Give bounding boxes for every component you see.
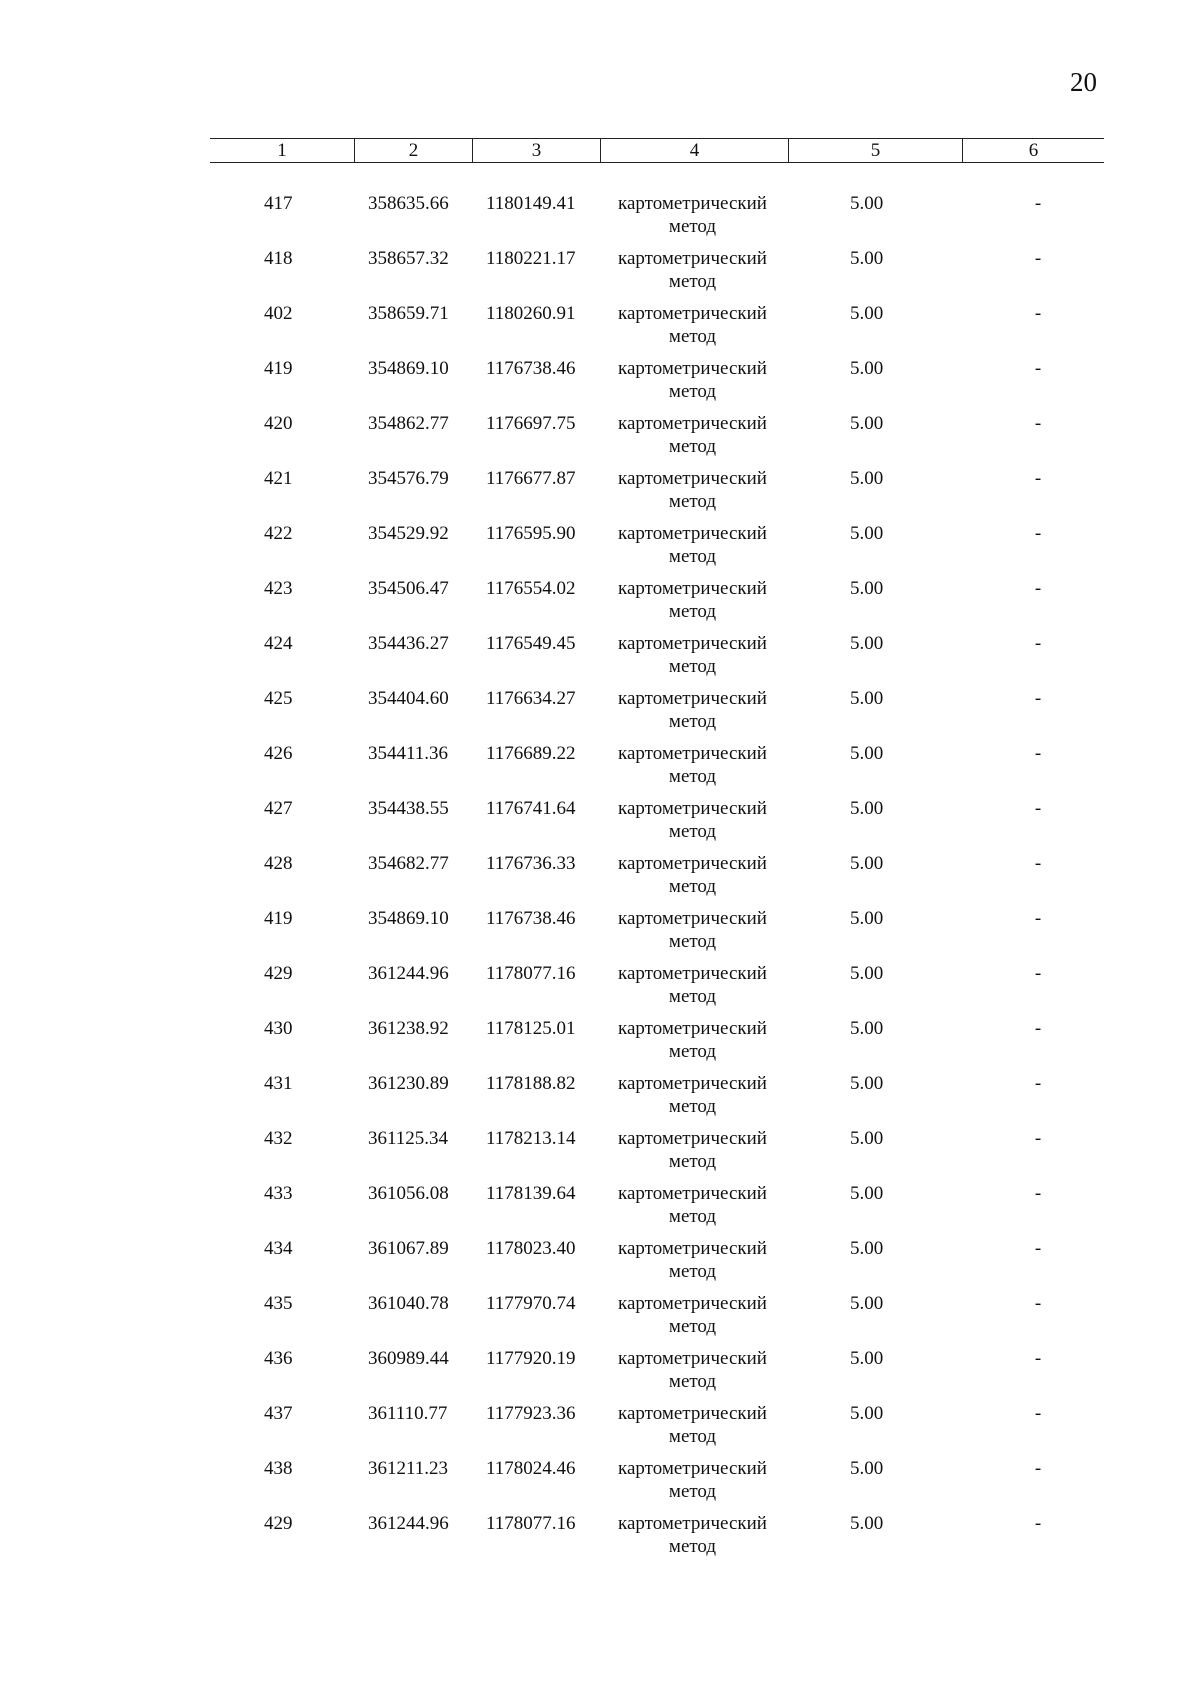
cell-accuracy: 5.00 [850, 1293, 884, 1314]
cell-note: - [1034, 853, 1042, 874]
cell-note: - [1034, 1238, 1042, 1259]
cell-accuracy: 5.00 [850, 1403, 884, 1424]
table-row [210, 907, 1104, 962]
cell-y-coordinate: 1176697.75 [486, 413, 576, 434]
cell-accuracy: 5.00 [850, 303, 884, 324]
cell-note: - [1034, 1513, 1042, 1534]
cell-point-number: 426 [264, 743, 293, 764]
cell-point-number: 422 [264, 523, 293, 544]
table-row [210, 742, 1104, 797]
cell-method: картометрический метод [618, 853, 767, 897]
cell-note: - [1034, 1073, 1042, 1094]
cell-accuracy: 5.00 [850, 963, 884, 984]
cell-point-number: 436 [264, 1348, 293, 1369]
cell-point-number: 417 [264, 193, 293, 214]
cell-method: картометрический метод [618, 413, 767, 457]
cell-x-coordinate: 354529.92 [368, 523, 449, 544]
cell-x-coordinate: 361125.34 [368, 1128, 449, 1149]
table-row [210, 1072, 1104, 1127]
cell-y-coordinate: 1178023.40 [486, 1238, 576, 1259]
cell-method: картометрический метод [618, 633, 767, 677]
column-header-5: 5 [789, 139, 963, 162]
cell-point-number: 429 [264, 1513, 293, 1534]
table-header [210, 138, 1104, 163]
cell-note: - [1034, 303, 1042, 324]
cell-point-number: 424 [264, 633, 293, 654]
cell-x-coordinate: 361056.08 [368, 1183, 449, 1204]
cell-accuracy: 5.00 [850, 1128, 884, 1149]
cell-x-coordinate: 361244.96 [368, 1513, 449, 1534]
table-row [210, 797, 1104, 852]
cell-point-number: 433 [264, 1183, 293, 1204]
cell-accuracy: 5.00 [850, 523, 884, 544]
cell-point-number: 437 [264, 1403, 293, 1424]
column-header-6: 6 [1028, 140, 1039, 161]
cell-y-coordinate: 1178188.82 [486, 1073, 576, 1094]
cell-point-number: 435 [264, 1293, 293, 1314]
table-row [210, 302, 1104, 357]
cell-point-number: 430 [264, 1018, 293, 1039]
cell-method: картометрический метод [618, 963, 767, 1007]
cell-point-number: 402 [264, 303, 293, 324]
cell-x-coordinate: 354404.60 [368, 688, 449, 709]
cell-y-coordinate: 1180149.41 [486, 193, 576, 214]
table-row [210, 1402, 1104, 1457]
cell-x-coordinate: 354576.79 [368, 468, 449, 489]
cell-note: - [1034, 963, 1042, 984]
cell-accuracy: 5.00 [850, 358, 884, 379]
cell-method: картометрический метод [618, 1073, 767, 1117]
cell-method: картометрический метод [618, 1293, 767, 1337]
cell-y-coordinate: 1178077.16 [486, 963, 576, 984]
cell-accuracy: 5.00 [850, 1018, 884, 1039]
cell-method: картометрический метод [618, 1183, 767, 1227]
cell-y-coordinate: 1177970.74 [486, 1293, 576, 1314]
cell-x-coordinate: 361211.23 [368, 1458, 449, 1479]
cell-point-number: 418 [264, 248, 293, 269]
cell-x-coordinate: 354862.77 [368, 413, 449, 434]
cell-y-coordinate: 1176741.64 [486, 798, 576, 819]
cell-y-coordinate: 1176689.22 [486, 743, 576, 764]
cell-accuracy: 5.00 [850, 248, 884, 269]
cell-method: картометрический метод [618, 248, 767, 292]
cell-y-coordinate: 1176595.90 [486, 523, 576, 544]
cell-point-number: 429 [264, 963, 293, 984]
cell-x-coordinate: 354869.10 [368, 908, 449, 929]
table-row [210, 1237, 1104, 1292]
table-row [210, 687, 1104, 742]
cell-point-number: 419 [264, 908, 293, 929]
cell-accuracy: 5.00 [850, 1348, 884, 1369]
table-row [210, 247, 1104, 302]
cell-method: картометрический метод [618, 1128, 767, 1172]
table-row [210, 1017, 1104, 1072]
cell-y-coordinate: 1176634.27 [486, 688, 576, 709]
cell-point-number: 431 [264, 1073, 293, 1094]
cell-y-coordinate: 1180260.91 [486, 303, 576, 324]
cell-accuracy: 5.00 [850, 413, 884, 434]
cell-y-coordinate: 1178077.16 [486, 1513, 576, 1534]
cell-method: картометрический метод [618, 798, 767, 842]
cell-y-coordinate: 1176738.46 [486, 358, 576, 379]
cell-x-coordinate: 358635.66 [368, 193, 449, 214]
cell-method: картометрический метод [618, 523, 767, 567]
column-header-4: 4 [601, 139, 789, 162]
table-row [210, 1347, 1104, 1402]
cell-x-coordinate: 354869.10 [368, 358, 449, 379]
table-row [210, 357, 1104, 412]
page-number: 20 [1070, 67, 1097, 97]
table-row [210, 632, 1104, 687]
cell-method: картометрический метод [618, 303, 767, 347]
cell-accuracy: 5.00 [850, 853, 884, 874]
table-row [210, 467, 1104, 522]
cell-note: - [1034, 193, 1042, 214]
cell-point-number: 432 [264, 1128, 293, 1149]
table-row [210, 1127, 1104, 1182]
cell-accuracy: 5.00 [850, 193, 884, 214]
cell-y-coordinate: 1178024.46 [486, 1458, 576, 1479]
table-row [210, 192, 1104, 247]
table-row [210, 1182, 1104, 1237]
cell-x-coordinate: 361040.78 [368, 1293, 449, 1314]
cell-accuracy: 5.00 [850, 688, 884, 709]
cell-point-number: 423 [264, 578, 293, 599]
cell-note: - [1034, 1128, 1042, 1149]
cell-method: картометрический метод [618, 908, 767, 952]
cell-y-coordinate: 1176677.87 [486, 468, 576, 489]
table-row [210, 1512, 1104, 1567]
cell-point-number: 419 [264, 358, 293, 379]
cell-y-coordinate: 1178139.64 [486, 1183, 576, 1204]
table-row [210, 412, 1104, 467]
table-row [210, 522, 1104, 577]
cell-method: картометрический метод [618, 468, 767, 512]
cell-y-coordinate: 1176549.45 [486, 633, 576, 654]
cell-note: - [1034, 743, 1042, 764]
cell-x-coordinate: 360989.44 [368, 1348, 449, 1369]
cell-y-coordinate: 1177920.19 [486, 1348, 576, 1369]
cell-method: картометрический метод [618, 688, 767, 732]
cell-note: - [1034, 358, 1042, 379]
cell-note: - [1034, 1403, 1042, 1424]
cell-y-coordinate: 1176554.02 [486, 578, 576, 599]
cell-note: - [1034, 798, 1042, 819]
cell-y-coordinate: 1178125.01 [486, 1018, 576, 1039]
cell-x-coordinate: 354506.47 [368, 578, 449, 599]
table-row [210, 852, 1104, 907]
cell-note: - [1034, 1293, 1042, 1314]
cell-note: - [1034, 1458, 1042, 1479]
cell-note: - [1034, 688, 1042, 709]
cell-y-coordinate: 1177923.36 [486, 1403, 576, 1424]
column-header-1: 1 [210, 139, 355, 162]
cell-x-coordinate: 358657.32 [368, 248, 449, 269]
cell-method: картометрический метод [618, 578, 767, 622]
cell-method: картометрический метод [618, 1018, 767, 1062]
cell-accuracy: 5.00 [850, 1458, 884, 1479]
cell-accuracy: 5.00 [850, 908, 884, 929]
cell-note: - [1034, 1018, 1042, 1039]
cell-y-coordinate: 1180221.17 [486, 248, 576, 269]
cell-method: картометрический метод [618, 1403, 767, 1447]
cell-point-number: 425 [264, 688, 293, 709]
table-row [210, 962, 1104, 1017]
cell-x-coordinate: 361067.89 [368, 1238, 449, 1259]
cell-x-coordinate: 354436.27 [368, 633, 449, 654]
cell-method: картометрический метод [618, 1513, 767, 1557]
cell-x-coordinate: 361238.92 [368, 1018, 449, 1039]
cell-note: - [1034, 578, 1042, 599]
cell-accuracy: 5.00 [850, 633, 884, 654]
cell-x-coordinate: 361230.89 [368, 1073, 449, 1094]
cell-accuracy: 5.00 [850, 468, 884, 489]
cell-note: - [1034, 468, 1042, 489]
cell-note: - [1034, 908, 1042, 929]
table-row [210, 1457, 1104, 1512]
cell-x-coordinate: 354438.55 [368, 798, 449, 819]
cell-method: картометрический метод [618, 193, 767, 237]
cell-point-number: 421 [264, 468, 293, 489]
column-header-3: 3 [473, 139, 601, 162]
cell-method: картометрический метод [618, 358, 767, 402]
cell-accuracy: 5.00 [850, 578, 884, 599]
cell-note: - [1034, 1348, 1042, 1369]
cell-x-coordinate: 354682.77 [368, 853, 449, 874]
cell-y-coordinate: 1178213.14 [486, 1128, 576, 1149]
cell-method: картометрический метод [618, 1458, 767, 1502]
cell-x-coordinate: 361110.77 [368, 1403, 448, 1424]
cell-accuracy: 5.00 [850, 1183, 884, 1204]
cell-y-coordinate: 1176738.46 [486, 908, 576, 929]
cell-y-coordinate: 1176736.33 [486, 853, 576, 874]
table-row [210, 1292, 1104, 1347]
cell-note: - [1034, 523, 1042, 544]
cell-x-coordinate: 361244.96 [368, 963, 449, 984]
cell-x-coordinate: 354411.36 [368, 743, 449, 764]
column-header-2: 2 [355, 139, 473, 162]
cell-note: - [1034, 248, 1042, 269]
cell-point-number: 428 [264, 853, 293, 874]
table-row [210, 577, 1104, 632]
cell-point-number: 427 [264, 798, 293, 819]
table-body [210, 192, 1104, 1567]
cell-point-number: 420 [264, 413, 293, 434]
cell-x-coordinate: 358659.71 [368, 303, 449, 324]
cell-point-number: 434 [264, 1238, 293, 1259]
cell-accuracy: 5.00 [850, 743, 884, 764]
cell-point-number: 438 [264, 1458, 293, 1479]
cell-note: - [1034, 1183, 1042, 1204]
cell-note: - [1034, 413, 1042, 434]
cell-method: картометрический метод [618, 1238, 767, 1282]
cell-method: картометрический метод [618, 743, 767, 787]
cell-note: - [1034, 633, 1042, 654]
cell-method: картометрический метод [618, 1348, 767, 1392]
cell-accuracy: 5.00 [850, 1073, 884, 1094]
cell-accuracy: 5.00 [850, 1238, 884, 1259]
cell-accuracy: 5.00 [850, 798, 884, 819]
cell-accuracy: 5.00 [850, 1513, 884, 1534]
